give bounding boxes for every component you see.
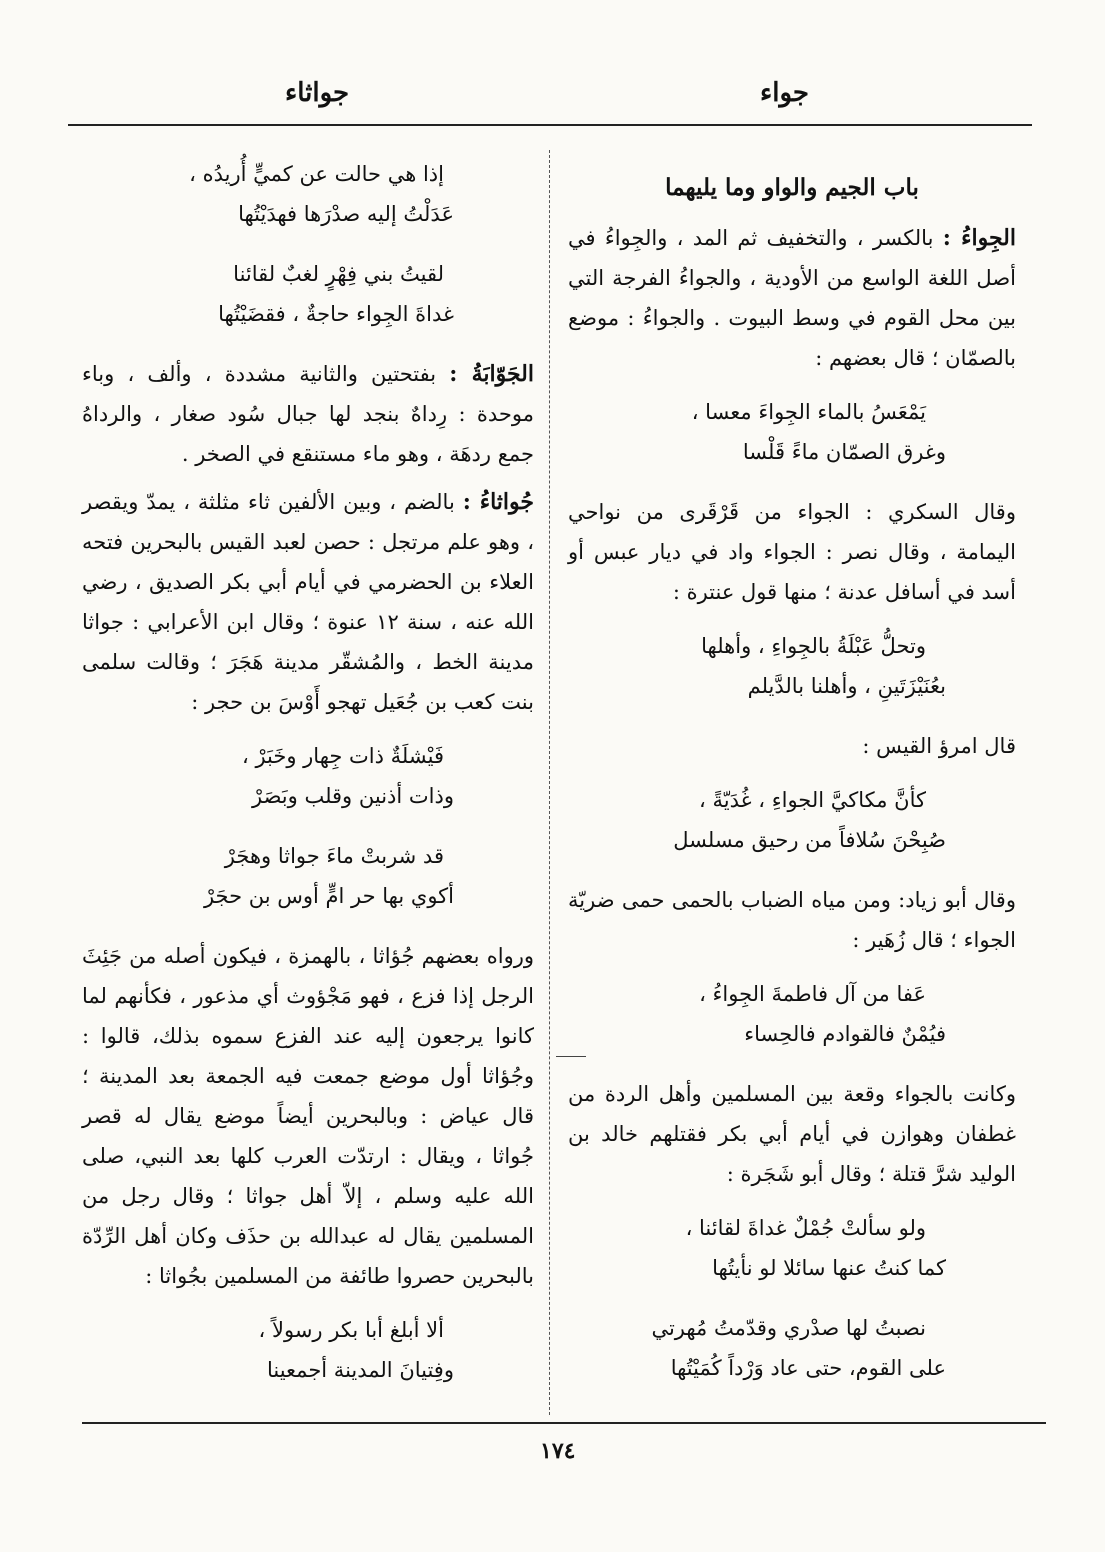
verse-line: وغرق الصمّان ماءً قَلْسا: [742, 440, 946, 464]
verse-line: عَدَلْتُ إليه صدْرَها فهدَيْتُها: [238, 202, 454, 226]
verse-line: وذات أذنين وقلب وبَصَرْ: [251, 784, 454, 808]
verse: [568, 1308, 1016, 1388]
verse-line: صُبِحْنَ سُلافاً من رحيق مسلسل: [673, 828, 946, 852]
verse-line: كما كنتُ عنها سائلا لو نأيتُها: [712, 1256, 946, 1280]
paragraph: وكانت بالجواء وقعة بين المسلمين وأهل الردة من غطفان وهوازن في أيام أبي بكر فقتلهم خالد بن الوليد شرَّ قتلة ؛ وقال أبو شَجَرة :: [568, 1082, 1016, 1186]
left-column: [82, 140, 534, 1410]
verse: [568, 392, 1016, 472]
verse-line: لقيتُ بني فِهْرٍ لغبٌ لقائنا: [233, 262, 444, 286]
verse-line: وتحلُّ عَبْلَةُ بالجِواءِ ، وأهلها: [701, 634, 926, 658]
page-header: [0, 78, 1105, 118]
verse: [568, 974, 1016, 1054]
verse-line: غداةَ الجِواء حاجةٌ ، فقضَيْتُها: [218, 302, 454, 326]
verse-line: عَفا من آل فاطمةَ الجِواءُ ،: [699, 982, 926, 1006]
running-head-right: جواء: [760, 78, 809, 108]
column-divider: [549, 150, 550, 1415]
verse-line: ولو سألتْ جُمْلٌ غداةَ لقائنا ،: [685, 1216, 926, 1240]
verse-line: أكوي بها حر امٍّ أوس بن حجَرْ: [203, 884, 454, 908]
verse-line: إذا هي حالت عن كميٍّ أُريدُه ،: [189, 162, 444, 186]
running-head-left: جواثاء: [285, 78, 350, 108]
headword: الجِواءُ :: [942, 225, 1016, 251]
entry-jiwa: [568, 218, 1016, 378]
verse-line: ألا أبلغ أبا بكر رسولاً ،: [258, 1318, 444, 1342]
verse-line: يَمْعَسُ بالماء الجِواءَ معسا ،: [691, 400, 926, 424]
paragraph: قال امرؤ القيس :: [862, 734, 1016, 758]
headword: جُواثاءُ :: [462, 489, 534, 515]
verse: [82, 1310, 534, 1390]
verse-line: وفِتيانَ المدينة أجمعينا: [266, 1358, 454, 1382]
verse: [82, 836, 534, 916]
entry-jawwaba: [82, 354, 534, 474]
footer-rule: [82, 1422, 1046, 1424]
verse-line: على القوم، حتى عاد وَرْداً كُمَيْتُها: [670, 1356, 946, 1380]
verse: [82, 154, 534, 234]
verse-line: بعُنَيْزَتَينِ ، وأهلنا بالدَّيلم: [747, 674, 946, 698]
verse: [82, 736, 534, 816]
page-number: ١٧٤: [540, 1438, 576, 1464]
right-column: [568, 140, 1016, 1408]
verse: [568, 1208, 1016, 1288]
entry-text: بالضم ، وبين الألفين ثاء مثلثة ، يمدّ ويقصر ، وهو علم مرتجل : حصن لعبد القيس بالبحرين فتحه العلاء بن الحضرمي في أيام أبي بكر الصديق ، رضي الله عنه ، سنة ١٢ عنوة ؛ وقال ابن الأعرابي : جواثا مدينة الخط ، والمُشقّر مدينة هَجَرَ ؛ وقالت سلمى بنت كعب بن جُعَيل تهجو أَوْسَ بن حجر :: [82, 490, 534, 714]
entry-text: بالكسر ، والتخفيف ثم المد ، والجِواءُ في أصل اللغة الواسع من الأودية ، والجواءُ الفرجة التي بين محل القوم في وسط البيوت . والجواءُ : موضع بالصمّان ؛ قال بعضهم :: [568, 226, 1016, 370]
entry-juwatha: [82, 482, 534, 722]
paragraph: وقال أبو زياد: ومن مياه الضباب بالحمى حمى ضريّة الجواء ؛ قال زُهَير :: [568, 888, 1016, 952]
headword: الجَوّابَةُ :: [449, 361, 534, 387]
paragraph: ورواه بعضهم جُؤاثا ، بالهمزة ، فيكون أصله من جَئِثَ الرجل إذا فزع ، فهو مَجْؤوث أي مذعور ، فكأنهم لما كانوا يرجعون إليه عند الفزع سموه بذلك، قالوا : وجُؤاثا أول موضع جمعت فيه الجمعة بعد المدينة ؛ قال عياض : وبالبحرين أيضاً موضع يقال له قصر جُواثا ، ويقال : ارتدّت العرب كلها بعد النبي، صلى الله عليه وسلم ، إلاّ أهل جواثا ؛ وقال رجل من المسلمين يقال له عبدالله بن حذَف وكان أهل الرِّدّة بالبحرين حصروا طائفة من المسلمين بجُواثا :: [82, 944, 534, 1288]
verse-line: فيُمْنٌ فالقوادم فالحِساء: [744, 1022, 946, 1046]
header-rule: [68, 124, 1032, 126]
paragraph: وقال السكري : الجواء من قَرْقَرى من نواحي اليمامة ، وقال نصر : الجواء واد في ديار عبس أو أسد في أسافل عدنة ؛ منها قول عنترة :: [568, 500, 1016, 604]
entry-text: بفتحتين والثانية مشددة ، وألف ، وباء موحدة : رِداهٌ بنجد لها جبال سُود صغار ، والرداهُ جمع ردهَة ، وهو ماء مستنقع في الصخر .: [82, 362, 534, 466]
verse: [568, 780, 1016, 860]
section-heading: باب الجيم والواو وما يليهما: [665, 174, 919, 201]
verse-line: كأنَّ مكاكيَّ الجواءِ ، غُدَيّةً ،: [699, 788, 926, 812]
verse: [82, 254, 534, 334]
verse: [568, 626, 1016, 706]
verse-line: نصبتُ لها صدْري وقدّمتُ مُهرتي: [651, 1316, 926, 1340]
verse-line: قد شربتْ ماءَ جواثا وهجَرْ: [224, 844, 444, 868]
verse-line: فَيْشلَةٌ ذات جِهار وخَبَرْ ،: [241, 744, 444, 768]
